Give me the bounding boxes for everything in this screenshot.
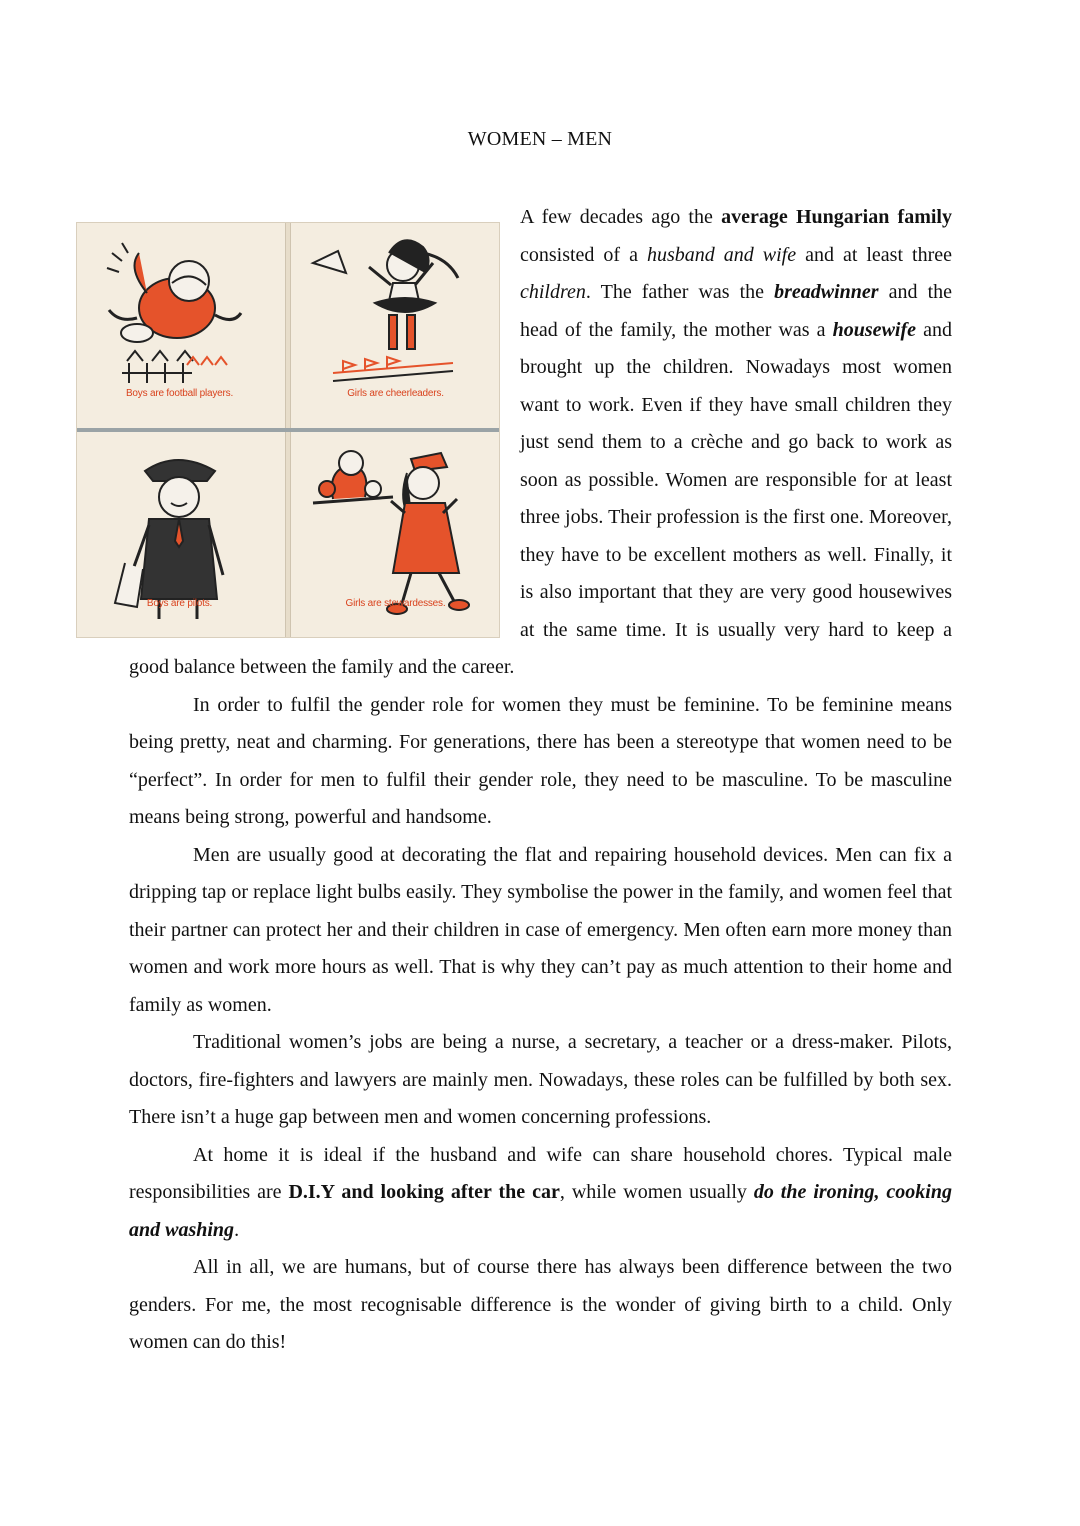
p1-bold-average-hungarian-family: average Hungarian family — [721, 206, 952, 228]
caption-pilot: Boys are pilots. — [146, 597, 213, 609]
caption-stewardess: Girls are stewardesses. — [345, 597, 446, 609]
paragraph-3: Men are usually good at decorating the flat and repairing household devices. Men can fix a dripping tap or replace light bulbs easily. They symbolise the power in the family, and women feel that their partner can protect her and their children in case of emergency. Men often earn more money than women and work more hours as well. That is why they can’t pay as much attention to their home and family as women. — [129, 843, 952, 1016]
p1-text-4: . The father was the — [585, 281, 775, 303]
caption-football-player: Boys are football players. — [125, 387, 234, 399]
page-title: WOMEN – MEN — [467, 128, 613, 150]
p5-text-1: At home it is ideal if the husband and wife can share household chores. Typical male responsibilities are — [129, 1143, 952, 1203]
paragraph-6: All in all, we are humans, but of course there has always been difference between the two genders. For me, the most recognisable difference is the wonder of giving birth to a child. Only women can do this! — [129, 1256, 952, 1353]
paragraph-4: Traditional women’s jobs are being a nurse, a secretary, a teacher or a dress-maker. Pilots, doctors, fire-fighters and lawyers are mainly men. Nowadays, these roles can be fulfilled by both sex. There isn’t a huge gap between men and women concerning professions. — [129, 1031, 952, 1128]
document-body — [125, 199, 953, 1362]
figure-divider-horizontal — [77, 428, 499, 432]
p1-text-1: A few decades ago the — [520, 206, 722, 228]
paragraph-5 — [129, 1137, 952, 1250]
p5-bold-italic-chores: do the ironing, cooking and washing — [129, 1181, 952, 1241]
p1-text-6: and brought up the children. Nowadays most women want to work. Even if they have small children they just send them to a crèche and go back to work as soon as possible. Women are responsible for at least three jobs. Their profession is the first one. Moreover, they have to be excellent mothers as well. Finally, it is also important that they are very good housewives at the same time. It is usually very hard to keep a good balance between the family and the career. — [129, 318, 952, 678]
panel-pilot — [77, 433, 282, 636]
p1-italic-husband-and-wife: husband and wife — [646, 243, 797, 266]
panel-football-player — [77, 223, 282, 426]
p1-text-5: and the head of the family, the mother was a — [520, 281, 953, 341]
illustration-figure — [76, 222, 500, 638]
p1-italic-children: children — [520, 281, 586, 303]
p1-bold-italic-breadwinner: breadwinner — [774, 281, 879, 303]
panel-cheerleader — [293, 223, 498, 426]
panel-stewardess — [293, 433, 498, 636]
p5-text-2: , while women usually — [559, 1181, 754, 1203]
p1-bold-italic-housewife: housewife — [832, 318, 916, 341]
paragraph-2: In order to fulfil the gender role for women they must be feminine. To be feminine means being pretty, neat and charming. For generations, there has been a stereotype that women need to be “perfect”. In order for men to fulfil their gender role, they need to be masculine. To be masculine means being strong, powerful and handsome. — [129, 693, 952, 828]
caption-cheerleader: Girls are cheerleaders. — [347, 387, 444, 399]
p1-text-3: and at least three — [796, 243, 952, 266]
p5-bold-diy-car: D.I.Y and looking after the car — [288, 1181, 560, 1203]
p5-text-3: . — [234, 1218, 240, 1241]
p1-text-2: consisted of a — [520, 243, 647, 266]
